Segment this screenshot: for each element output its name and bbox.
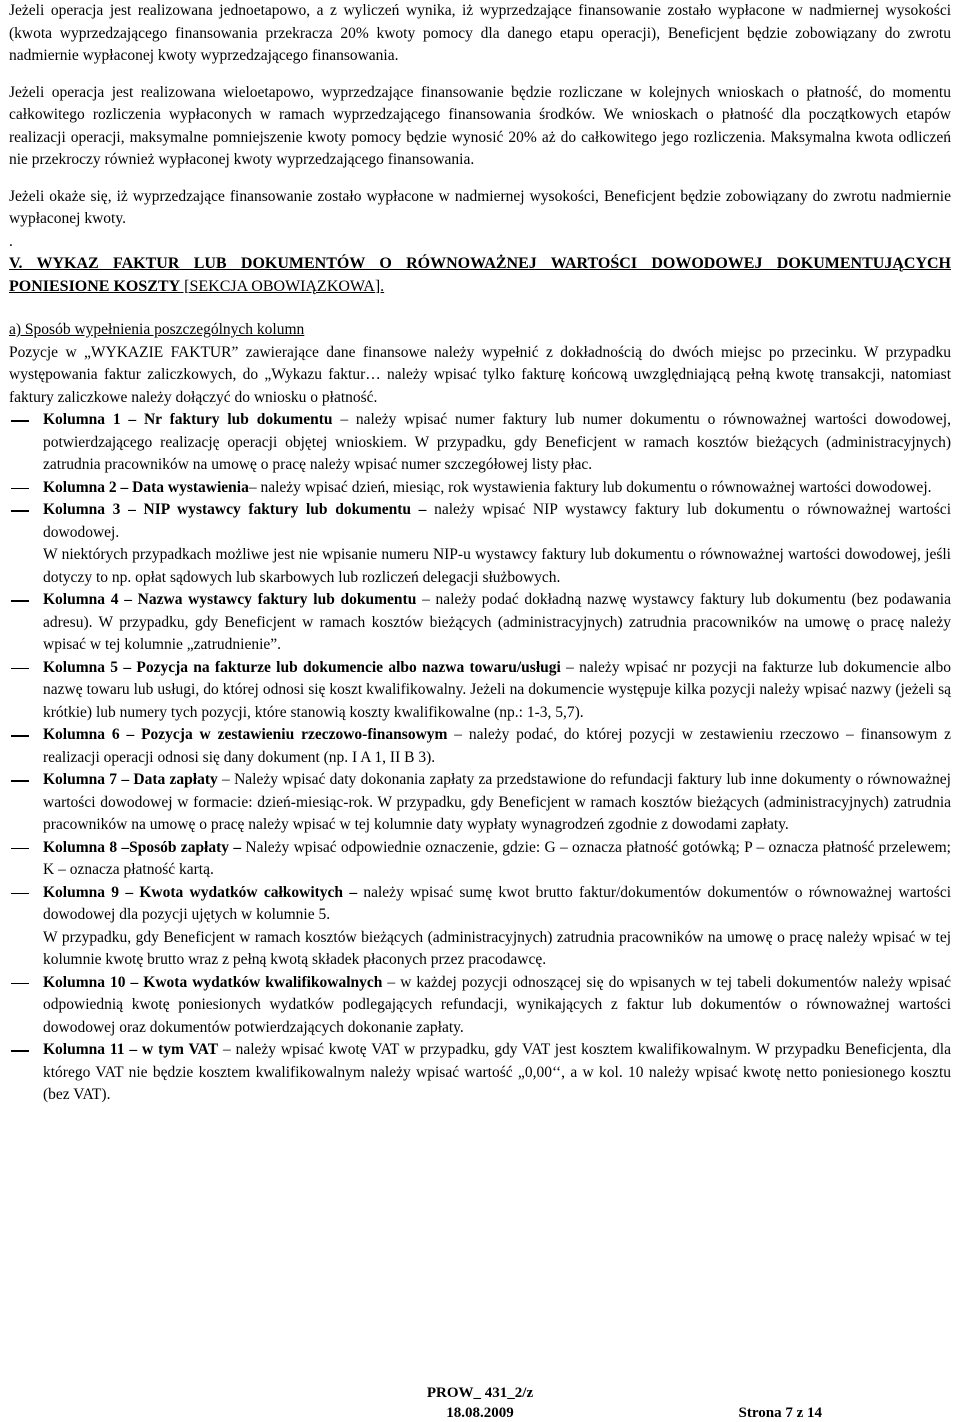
list-item-title: Kolumna 2 – Data wystawienia: [43, 478, 249, 496]
col9-extra-paragraph: W przypadku, gdy Beneficjent w ramach kosztów bieżących (administracyjnych) zatrudnia pracowników na umowę o pracę należy wpisać w tej kolumnie kwotę brutto wraz z pełną kwotą składek płaconych przez pracodawcę.: [43, 928, 951, 968]
list-item-title: Kolumna 4 – Nazwa wystawcy faktury lub dokumentu: [43, 591, 417, 608]
list-item-extra: W niektórych przypadkach możliwe jest nie wpisanie numeru NIP-u wystawcy faktury lub dokumentu o równoważnej wartości dowodowej, jeśli dotyczy to np. opłat sądowych lub skarbowych lub rozliczeń delegacji służbowych.: [43, 546, 951, 586]
list-item-text: – należy wpisać numer faktury lub numer dokumentu o równoważnej wartości dowodowej, potwierdzającego realizację operacji objętej wnioskiem. W przypadku, gdy Beneficjent w ramach kosztów bieżących (administracyjnych) zatrudnia pracowników na umowę o pracę należy wpisać numer szczegółowej listy płac.: [43, 411, 951, 473]
list-item-title: Kolumna 1 – Nr faktury lub dokumentu: [43, 411, 333, 428]
subheading: a) Sposób wypełnienia poszczególnych kolumn: [9, 321, 305, 338]
list-item-text: – należy podać, do której pozycji w zestawieniu rzeczowo – finansowym z realizacji operacji odnosi się dany dokument (np. I A 1, II B 3).: [43, 726, 951, 766]
list-item-text: – należy podać dokładną nazwę wystawcy faktury lub dokumentu (bez podawania adresu). W przypadku, gdy Beneficjent w ramach kosztów bieżących (administracyjnych) zatrudnia pracowników na umowę o pracę należy wpisać w tej kolumnie „zatrudnienie”.: [43, 591, 951, 653]
list-item-col1: [9, 409, 951, 477]
paragraph-2: Jeżeli operacja jest realizowana wieloetapowo, wyprzedzające finansowanie będzie rozliczane w kolejnych wnioskach o płatność, do momentu całkowitego rozliczenia wypłaconych w ramach wyprzedzającego finansowania środków. We wnioskach o płatność dla początkowych etapów realizacji operacji, maksymalne pomniejszenie kwoty pomocy będzie wynosić 20% aż do całkowitego jego rozliczenia. Maksymalna kwota odliczeń nie przekroczy również wypłaconej kwoty wyprzedzającego finansowania.: [9, 83, 951, 168]
list-item-title: Kolumna 6 – Pozycja w zestawieniu rzeczowo-finansowym: [43, 726, 448, 743]
list-item-title: Kolumna 8 –Sposób zapłaty –: [43, 838, 242, 856]
list-item-text: – w każdej pozycji odnoszącej się do wpisanych w tej tabeli dokumentów należy wpisać odpowiednią kwotę poniesionych wydatków podlegających refundacji, wynikających z faktur lub dokumentów o równoważnej wartości dowodowej oraz dokumentów potwierdzających dokonanie zapłaty.: [43, 973, 951, 1036]
list-item-col9: [9, 882, 951, 927]
stray-dot: .: [9, 232, 13, 250]
list-item-text: Należy wpisać odpowiednie oznaczenie, gdzie: G – oznacza płatność gotówką; P – oznacza płatność przelewem; K – oznacza płatność kartą.: [43, 838, 951, 878]
list-item-title: Kolumna 5 – Pozycja na fakturze lub dokumencie albo nazwa towaru/usługi: [43, 658, 561, 676]
document-page: [9, 0, 951, 1107]
paragraph-3: Jeżeli okaże się, iż wyprzedzające finansowanie zostało wypłacone w nadmiernej wysokości, Beneficjent będzie zobowiązany do zwrotu nadmiernie wypłaconej kwoty.: [9, 187, 951, 227]
list-item-col8: [9, 837, 951, 882]
column-list-2: [9, 972, 951, 1107]
intro-paragraph: Pozycje w „WYKAZIE FAKTUR” zawierające dane finansowe należy wypełnić z dokładnością do dwóch miejsc po przecinku. W przypadku występowania faktur zaliczkowych, do „Wykazu faktur… należy wpisać tylko fakturę końcową uwzględniającą pełną kwotę transakcji, natomiast faktury zaliczkowe należy dołączyć do wniosku o płatność.: [9, 343, 951, 406]
list-item-title: Kolumna 7 – Data zapłaty: [43, 771, 218, 788]
section-heading: [9, 253, 951, 298]
list-item-col3: [9, 499, 951, 589]
list-item-col7: [9, 769, 951, 837]
list-item-title: Kolumna 9 – Kwota wydatków całkowitych –: [43, 883, 358, 901]
list-item-col10: [9, 972, 951, 1040]
list-item-text: – należy wpisać nr pozycji na fakturze lub dokumencie albo nazwę towaru lub usługi, do której odnosi się koszt kwalifikowalny. Jeżeli na dokumencie występuje kilka pozycji należy wpisać nazwy (jeżeli są krótkie) lub numery tych pozycji, które stanowią koszty kwalifikowalne (np.: 1-3, 5,7).: [43, 658, 951, 721]
section-heading-title: V. WYKAZ FAKTUR LUB DOKUMENTÓW O RÓWNOWAŻNEJ WARTOŚCI DOWODOWEJ DOKUMENTUJĄCYCH PONIESIONE KOSZTY: [9, 255, 951, 295]
list-item-col11: [9, 1039, 951, 1107]
list-item-title: Kolumna 10 – Kwota wydatków kwalifikowalnych: [43, 973, 383, 991]
list-item-text: – należy wpisać dzień, miesiąc, rok wystawienia faktury lub dokumentu o równoważnej wartości dowodowej.: [248, 478, 932, 496]
list-item-text: – Należy wpisać daty dokonania zapłaty za przedstawione do refundacji faktury lub inne dokumenty o równoważnej wartości dowodowej w formacie: dzień-miesiąc-rok. W przypadku, gdy Beneficjent w ramach kosztów bieżących (administracyjnych) zatrudnia pracowników na umowę o pracę należy wpisać w tej kolumnie daty wypłaty wynagrodzeń zgodnie z dowodami zapłaty.: [43, 771, 951, 833]
column-list: [9, 409, 951, 927]
list-item-text: należy wpisać sumę kwot brutto faktur/dokumentów dokumentów o równoważnej wartości dowodowej dla pozycji ujętych w kolumnie 5.: [43, 883, 952, 923]
footer-date: 18.08.2009: [446, 1405, 514, 1421]
list-item-text: należy wpisać NIP wystawcy faktury lub dokumentu o równoważnej wartości dowodowej.: [43, 501, 951, 541]
list-item-title: Kolumna 3 – NIP wystawcy faktury lub dokumentu –: [43, 501, 427, 518]
footer-doc-code: PROW_ 431_2/z: [426, 1385, 534, 1401]
list-item-text: – należy wpisać kwotę VAT w przypadku, gdy VAT jest kosztem kwalifikowalnym. W przypadku Beneficjenta, dla którego VAT nie będzie kosztem kwalifikowalnym należy wpisać wartość „0,00‘‘, a w kol. 10 należy wpisać kwotę netto poniesionego kosztu (bez VAT).: [43, 1041, 951, 1103]
footer-page-number: Strona 7 z 14: [738, 1405, 822, 1421]
paragraph-1: Jeżeli operacja jest realizowana jednoetapowo, a z wyliczeń wynika, iż wyprzedzające finansowanie zostało wypłacone w nadmiernej wysokości (kwota wyprzedzającego finansowania przekracza 20% kwoty pomocy dla danego etapu operacji), Beneficjent będzie zobowiązany do zwrotu nadmiernie wypłaconej kwoty wyprzedzającego finansowania.: [9, 2, 951, 64]
list-item-col4: [9, 589, 951, 657]
list-item-col2: [9, 477, 951, 500]
list-item-title: Kolumna 11 – w tym VAT: [43, 1041, 219, 1058]
list-item-col5: [9, 657, 951, 725]
list-item-col6: [9, 724, 951, 769]
section-heading-note: [SEKCJA OBOWIĄZKOWA].: [180, 277, 385, 295]
